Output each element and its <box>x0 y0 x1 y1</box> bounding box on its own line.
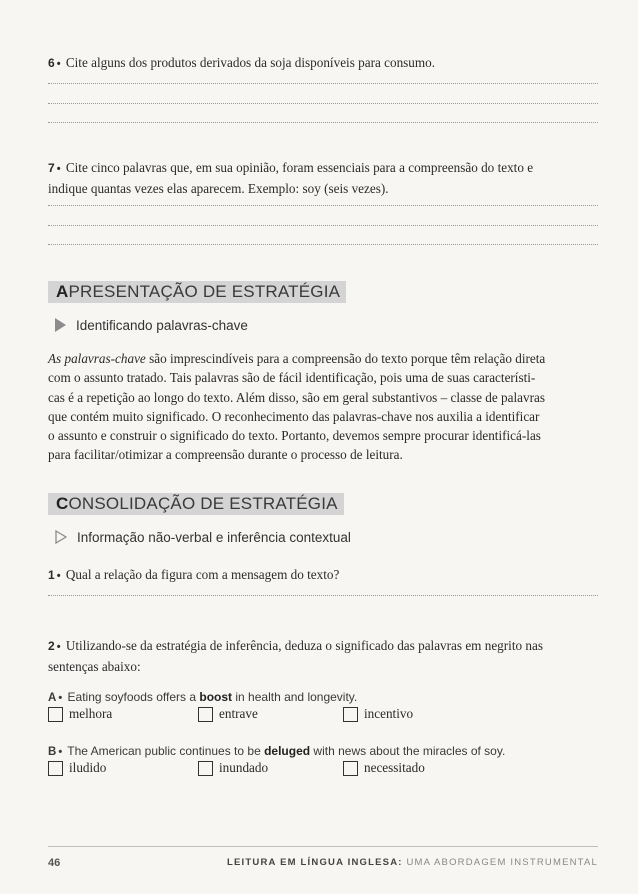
page-number: 46 <box>48 857 61 869</box>
bullet-dot: • <box>56 58 61 70</box>
checkbox[interactable] <box>198 707 213 722</box>
section-title-rest: PRESENTAÇÃO DE ESTRATÉGIA <box>68 282 341 301</box>
option-a1[interactable] <box>48 706 112 722</box>
answer-line[interactable] <box>48 595 598 596</box>
question-6-number: 6 <box>48 56 55 70</box>
answer-line[interactable] <box>48 103 598 104</box>
strategy-paragraph <box>48 349 601 465</box>
section-heading-apresentacao <box>48 281 346 303</box>
answer-line[interactable] <box>48 244 598 245</box>
subheading-text: Identificando palavras-chave <box>76 318 248 333</box>
item-a-bold-word: boost <box>199 690 233 704</box>
answer-line[interactable] <box>48 122 598 123</box>
section-heading-consolidacao <box>48 493 344 515</box>
question-6 <box>48 53 435 74</box>
checkbox[interactable] <box>48 761 63 776</box>
item-a-letter: A <box>48 692 57 704</box>
item-a-sentence <box>48 690 357 704</box>
option-a3[interactable] <box>343 706 413 722</box>
triangle-outline-icon <box>55 530 67 544</box>
bullet-dot: • <box>58 746 63 758</box>
checkbox[interactable] <box>343 707 358 722</box>
subheading-palavras-chave <box>55 318 248 333</box>
item-b-letter: B <box>48 746 57 758</box>
bullet-dot: • <box>56 641 61 653</box>
para-line1: são imprescindíveis para a compreensão do texto porque têm relação direta <box>145 351 546 366</box>
answer-line[interactable] <box>48 205 598 206</box>
item-b-after: with news about the miracles of soy. <box>310 744 506 758</box>
question-c1 <box>48 565 339 586</box>
section-title-rest: ONSOLIDAÇÃO DE ESTRATÉGIA <box>68 494 338 513</box>
option-label: melhora <box>69 706 113 721</box>
checkbox[interactable] <box>48 707 63 722</box>
question-c2 <box>48 636 608 676</box>
option-label: necessitado <box>364 760 425 775</box>
subheading-text: Informação não-verbal e inferência contextual <box>77 530 351 545</box>
answer-line[interactable] <box>48 83 598 84</box>
item-b-sentence <box>48 744 505 758</box>
checkbox[interactable] <box>198 761 213 776</box>
option-label: entrave <box>219 706 258 721</box>
option-a2[interactable] <box>198 706 258 722</box>
section-initial: A <box>56 282 69 301</box>
question-7 <box>48 158 608 198</box>
question-c2-line1: Utilizando-se da estratégia de inferência, deduza o significado das palavras em negrito nas <box>65 638 543 653</box>
para-italic-start: As palavras-chave <box>48 351 146 366</box>
item-a-after: in health and longevity. <box>232 690 358 704</box>
item-b-bold-word: deluged <box>264 744 311 758</box>
question-7-line2: indique quantas vezes elas aparecem. Exemplo: soy (seis vezes). <box>48 181 389 196</box>
bullet-dot: • <box>56 570 61 582</box>
option-b3[interactable] <box>343 760 425 776</box>
answer-line[interactable] <box>48 225 598 226</box>
checkbox[interactable] <box>343 761 358 776</box>
footer-divider <box>48 846 598 847</box>
book-title-light: UMA ABORDAGEM INSTRUMENTAL <box>406 857 598 868</box>
bullet-dot: • <box>56 163 61 175</box>
section-initial: C <box>56 494 69 513</box>
option-label: iludido <box>69 760 107 775</box>
option-b2[interactable] <box>198 760 268 776</box>
option-label: incentivo <box>364 706 414 721</box>
question-6-text: Cite alguns dos produtos derivados da soja disponíveis para consumo. <box>65 55 436 70</box>
question-c2-number: 2 <box>48 639 55 653</box>
book-title <box>227 857 598 868</box>
item-a-before: Eating soyfoods offers a <box>67 690 200 704</box>
para-line2: com o assunto tratado. Tais palavras são de fácil identificação, pois uma de suas característi- <box>48 370 536 386</box>
option-b1[interactable] <box>48 760 106 776</box>
question-c1-text: Qual a relação da figura com a mensagem do texto? <box>65 567 340 582</box>
book-title-bold: LEITURA EM LÍNGUA INGLESA: <box>227 857 403 868</box>
bullet-dot: • <box>58 692 63 704</box>
item-b-before: The American public continues to be <box>67 744 265 758</box>
triangle-bullet-icon <box>55 318 66 332</box>
para-line6: para facilitar/otimizar a compreensão durante o processo de leitura. <box>48 447 403 463</box>
para-line5: o assunto e construir o significado do texto. Portanto, devemos sempre procurar identificá-las <box>48 428 541 444</box>
question-c1-number: 1 <box>48 568 55 582</box>
subheading-informacao <box>55 530 351 545</box>
para-line3: cas é a repetição ao longo do texto. Além disso, são em geral substantivos – classe de palavras <box>48 389 545 405</box>
option-label: inundado <box>219 760 269 775</box>
question-7-number: 7 <box>48 161 55 175</box>
question-7-line1: Cite cinco palavras que, em sua opinião, foram essenciais para a compreensão do texto e <box>65 160 534 175</box>
para-line4: que contém muito significado. O reconhecimento das palavras-chave nos auxilia a identificar <box>48 408 540 424</box>
question-c2-line2: sentenças abaixo: <box>48 659 141 674</box>
